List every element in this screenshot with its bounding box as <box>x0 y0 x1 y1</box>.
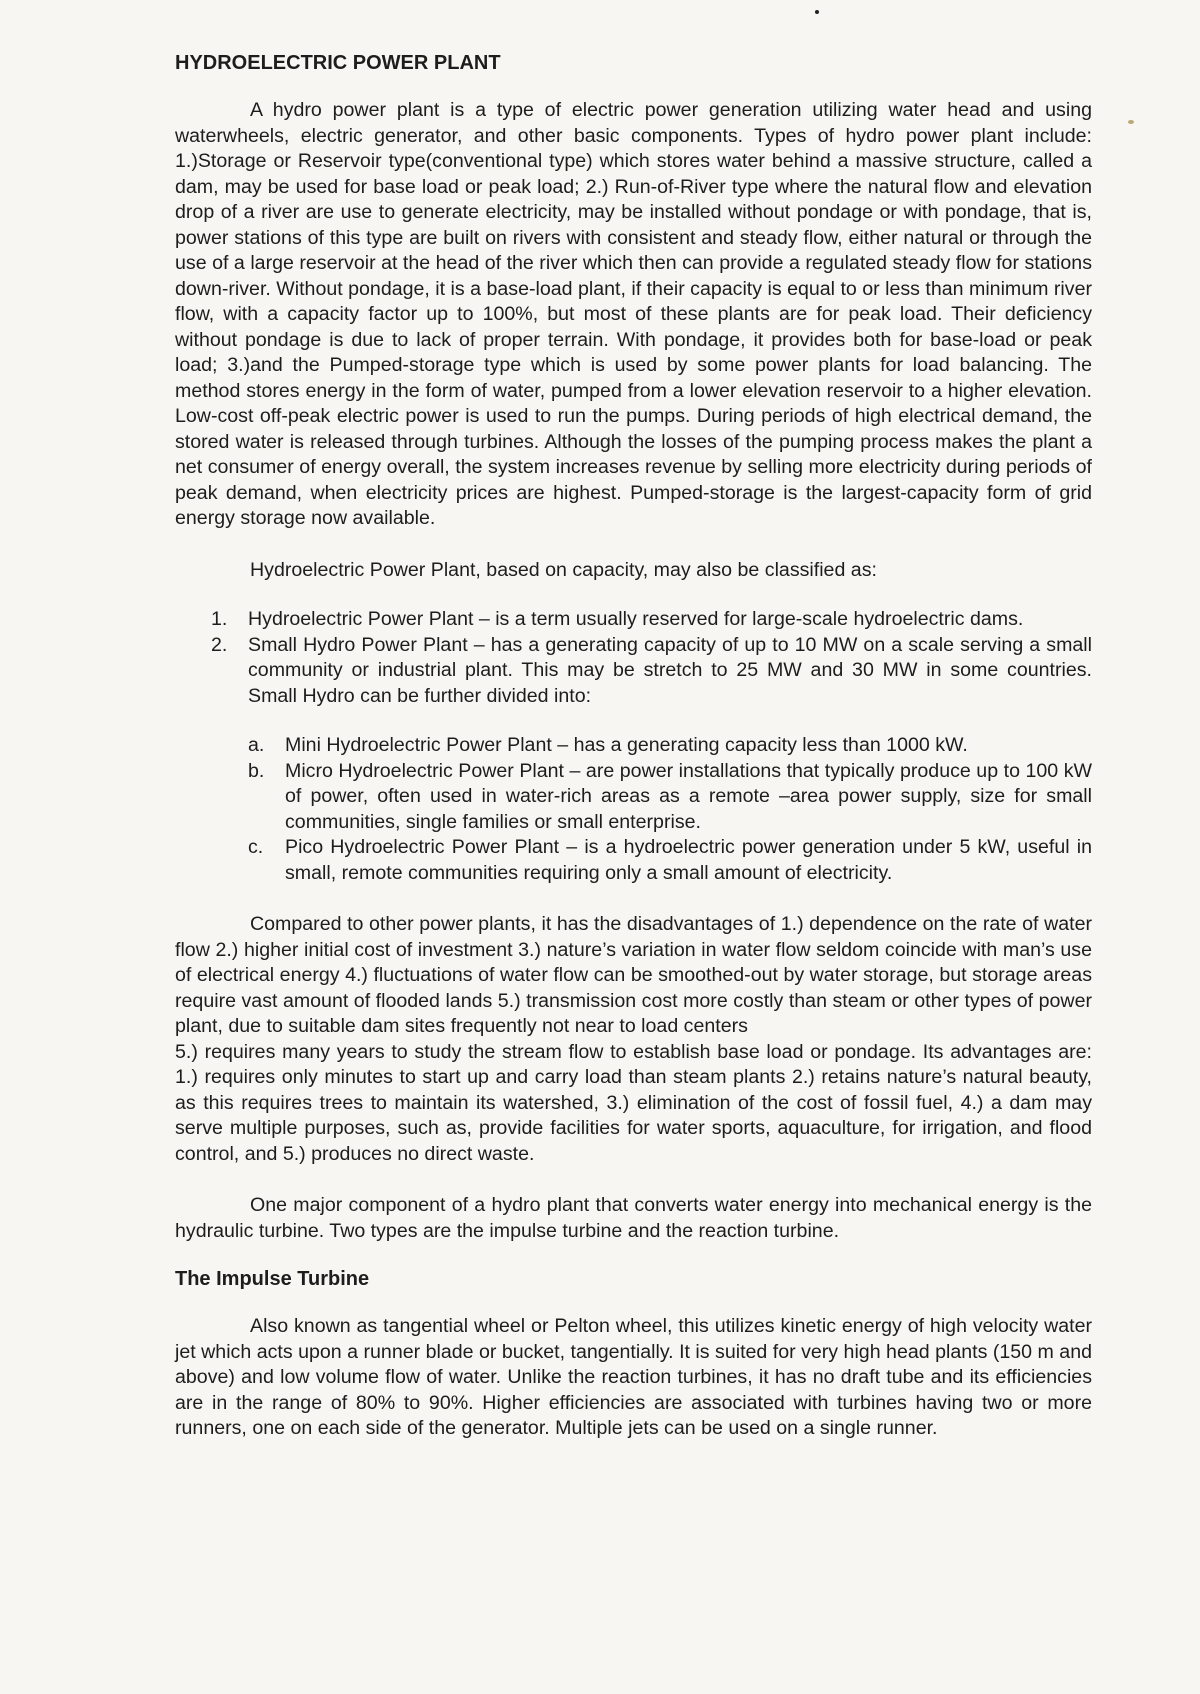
list-marker: 2. <box>211 633 228 656</box>
scan-speck <box>815 10 819 14</box>
sub-list-item-text: Mini Hydroelectric Power Plant – has a generating capacity less than 1000 kW. <box>285 734 968 756</box>
impulse-turbine-paragraph: Also known as tangential wheel or Pelton wheel, this utilizes kinetic energy of high velocity water jet which acts upon a runner blade or bucket, tangentially. It is suited for very high head plants (150 m and above) and low volume flow of water. Unlike the reaction turbines, it has no draft tube and its efficiencies are in the range of 80% to 90%. Higher efficiencies are associated with turbines having two or more runners, one on each side of the generator. Multiple jets can be used on a single runner. <box>175 1315 1092 1439</box>
sub-list-item-text: Micro Hydroelectric Power Plant – are power installations that typically produce up to 100 kW of power, often used in water-rich areas as a remote –area power supply, size for small communities, single families or small enterprise. <box>285 759 1092 833</box>
sub-list-marker: b. <box>248 759 265 782</box>
advantages-paragraph: 5.) requires many years to study the stream flow to establish base load or pondage. Its advantages are: 1.) requires only minutes to start up and carry load than steam plants 2.) retains nature’s natural beauty, as this requires trees to maintain its watershed, 3.) elimination of the cost of fossil fuel, 4.) a dam may serve multiple purposes, such as, provide facilities for water sports, aquaculture, for irrigation, and flood control, and 5.) produces no direct waste. <box>175 1040 1092 1165</box>
turbine-intro-paragraph: One major component of a hydro plant that converts water energy into mechanical energy is the hydraulic turbine. Two types are the impulse turbine and the reaction turbine. <box>175 1194 1092 1242</box>
list-item <box>175 607 1092 633</box>
sub-list-item <box>248 759 1092 836</box>
list-item-text: Hydroelectric Power Plant – is a term usually reserved for large-scale hydroelectric dams. <box>248 608 1024 630</box>
list-item-text: Small Hydro Power Plant – has a generating capacity of up to 10 MW on a scale serving a small community or industrial plant. This may be stretch to 25 MW and 30 MW in some countries. Small Hydro can be further divided into: <box>248 633 1092 707</box>
sub-list-item <box>248 733 1092 759</box>
sub-list-item-text: Pico Hydroelectric Power Plant – is a hydroelectric power generation under 5 kW, useful in small, remote communities requiring only a small amount of electricity. <box>285 836 1092 884</box>
intro-paragraph: A hydro power plant is a type of electric power generation utilizing water head and using waterwheels, electric generator, and other basic components. Types of hydro power plant include: 1.)Storage or Reservoir type(conventional type) which stores water behind a massive structure, called a dam, may be used for base load or peak load; 2.) Run-of-River type where the natural flow and elevation drop of a river are use to generate electricity, may be installed without pondage or with pondage, that is, power stations of this type are built on rivers with consistent and steady flow, either natural or through the use of a large reservoir at the head of the river which then can provide a regulated steady flow for stations down-river. Without pondage, it is a base-load plant, if their capacity is equal to or less than minimum river flow, with a capacity factor up to 100%, but most of these plants are for peak load. Their deficiency without pondage is due to lack of proper terrain. With pondage, it provides both for base-load or peak load; 3.)and the Pumped-storage type which is used by some power plants for load balancing. The method stores energy in the form of water, pumped from a lower elevation reservoir to a higher elevation. Low-cost off-peak electric power is used to run the pumps. During periods of high electrical demand, the stored water is released through turbines. Although the losses of the pumping process makes the plant a net consumer of energy overall, the system increases revenue by selling more electricity during periods of peak demand, when electricity prices are highest. Pumped-storage is the largest-capacity form of grid energy storage now available. <box>175 99 1092 529</box>
sub-list-marker: c. <box>248 836 264 858</box>
list-marker: 1. <box>211 608 228 630</box>
sub-list-marker: a. <box>248 734 265 756</box>
sub-list-item <box>248 835 1092 886</box>
classification-intro: Hydroelectric Power Plant, based on capacity, may also be classified as: <box>250 558 877 581</box>
list-item <box>175 633 1092 887</box>
small-hydro-subtypes-list <box>248 733 1092 886</box>
scan-mark <box>1128 120 1134 124</box>
disadvantages-paragraph: Compared to other power plants, it has the disadvantages of 1.) dependence on the rate of water flow 2.) higher initial cost of investment 3.) nature’s variation in water flow seldom coincide with man’s use of electrical energy 4.) fluctuations of water flow can be smoothed-out by water storage, but storage areas require vast amount of flooded lands 5.) transmission cost more costly than steam or other types of power plant, due to suitable dam sites frequently not near to load centers <box>175 913 1092 1037</box>
document-page <box>175 50 1092 1442</box>
page-title: HYDROELECTRIC POWER PLANT <box>175 52 501 74</box>
impulse-turbine-heading: The Impulse Turbine <box>175 1268 370 1290</box>
capacity-classification-list <box>175 607 1092 886</box>
